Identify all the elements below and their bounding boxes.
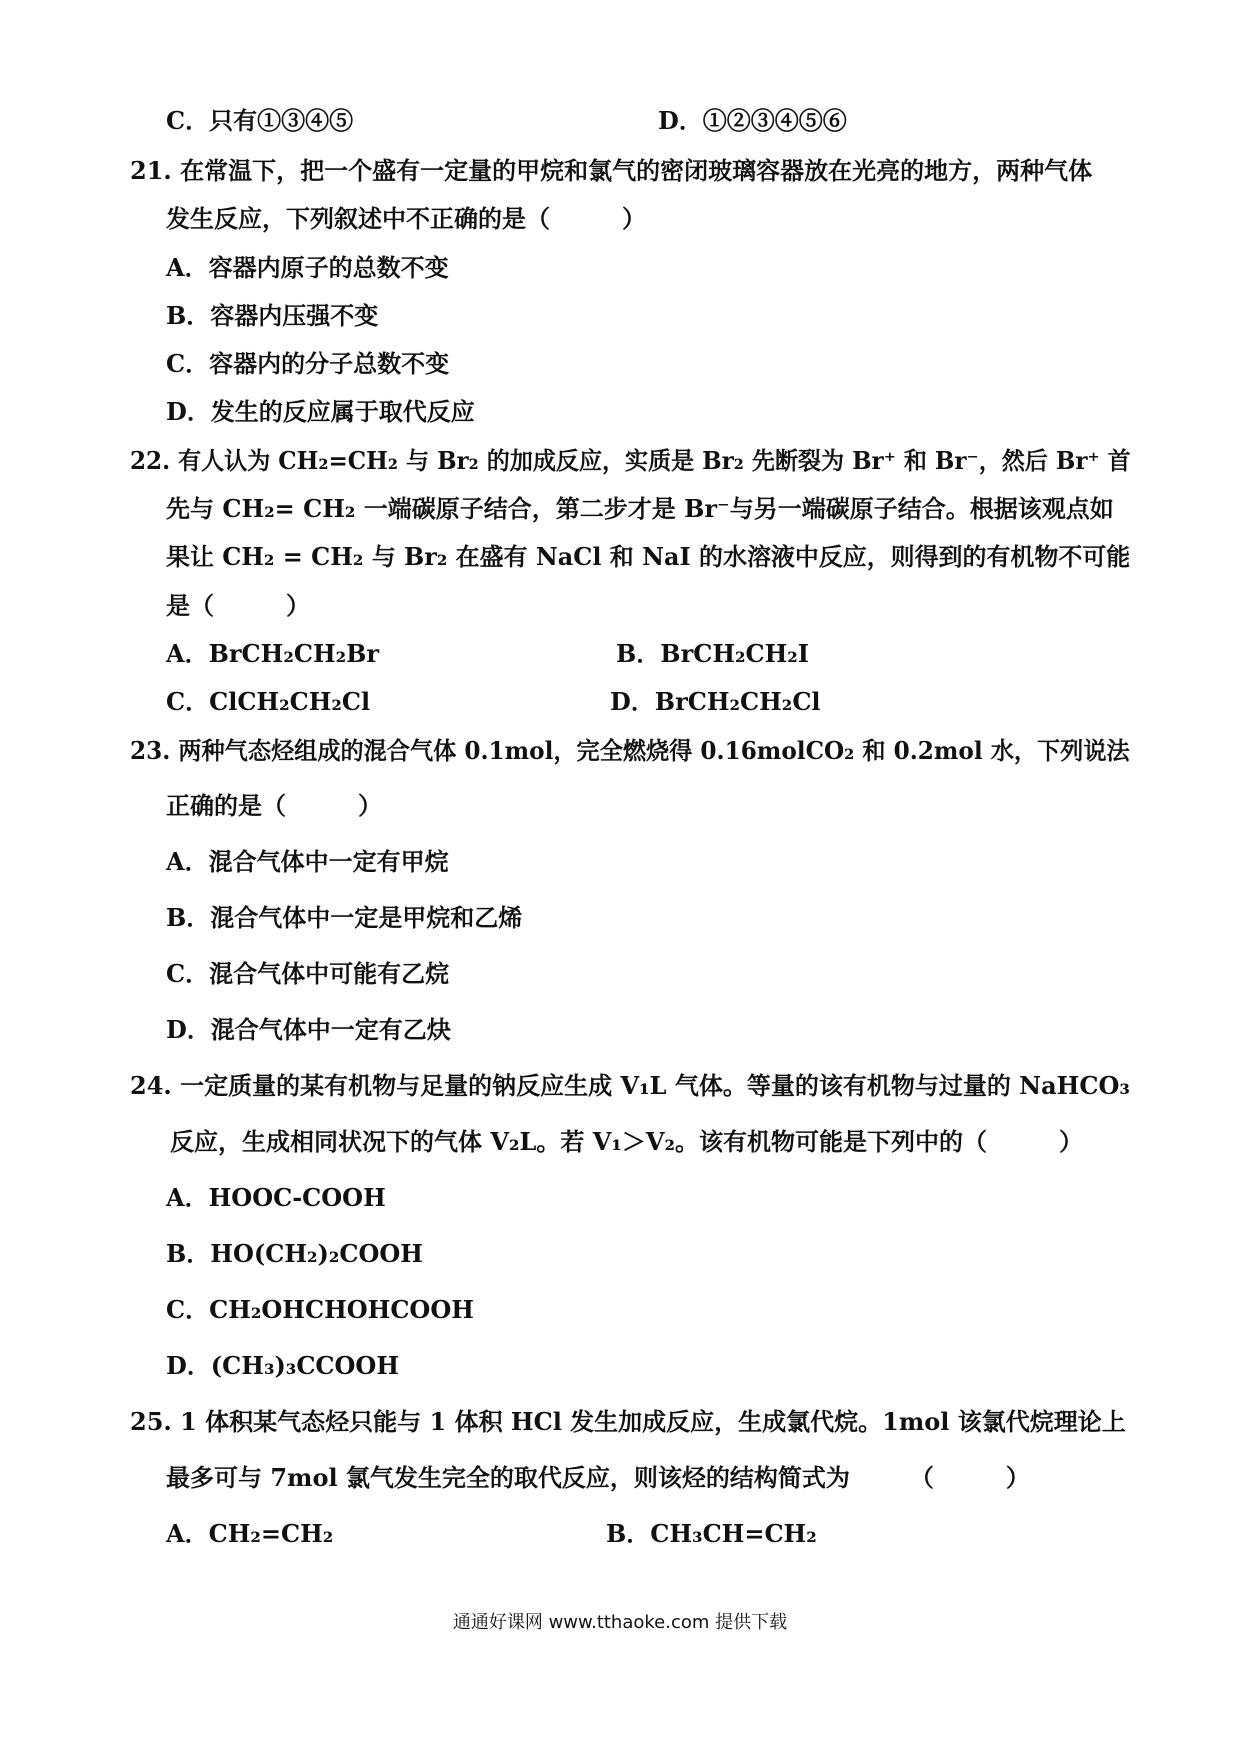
q21-option-b: B．容器内压强不变 [166,301,379,330]
q25-stem-line1: 25. 1 体积某气态烃只能与 1 体积 HCl 发生加成反应，生成氯代烷。1mol 该氯代烷理论上 [130,1407,1126,1436]
q22-stem-line4: 是（ ） [166,591,310,620]
q23-option-b: B．混合气体中一定是甲烷和乙烯 [166,903,523,932]
page-footer: 通通好课网 www.tthaoke.com 提供下载 [452,1612,788,1633]
q20-option-c: C．只有①③④⑤ [166,106,354,135]
q21-stem-line1: 21. 在常温下，把一个盛有一定量的甲烷和氯气的密闭玻璃容器放在光亮的地方，两种气体 [130,156,1093,185]
q21-option-c: C．容器内的分子总数不变 [166,349,450,378]
q22-option-b: B．BrCH₂CH₂I [616,639,810,668]
q23-stem-line2: 正确的是（ ） [166,791,382,820]
q24-stem-line2: 反应，生成相同状况下的气体 V₂L。若 V₁＞V₂。该有机物可能是下列中的（ ） [170,1127,1083,1156]
q22-stem-line3: 果让 CH₂ = CH₂ 与 Br₂ 在盛有 NaCl 和 NaI 的水溶液中反应，则得到的有机物不可能 [166,542,1131,571]
q22-option-d: D．BrCH₂CH₂Cl [610,687,821,716]
q22-option-c: C．ClCH₂CH₂Cl [166,687,371,716]
q24-option-c: C．CH₂OHCHOHCOOH [166,1295,474,1324]
q22-stem-line2: 先与 CH₂= CH₂ 一端碳原子结合，第二步才是 Br⁻与另一端碳原子结合。根据该观点如 [166,494,1114,523]
q23-option-d: D．混合气体中一定有乙炔 [166,1015,451,1044]
q22-stem-line1: 22. 有人认为 CH₂=CH₂ 与 Br₂ 的加成反应，实质是 Br₂ 先断裂为 Br⁺ 和 Br⁻，然后 Br⁺ 首 [130,446,1131,475]
q25-option-b: B．CH₃CH=CH₂ [606,1519,817,1548]
q24-option-b: B．HO(CH₂)₂COOH [166,1239,423,1268]
q24-option-d: D．(CH₃)₃CCOOH [166,1351,400,1380]
q24-stem-line1: 24. 一定质量的某有机物与足量的钠反应生成 V₁L 气体。等量的该有机物与过量的 NaHCO₃ [130,1071,1130,1100]
q23-option-a: A．混合气体中一定有甲烷 [166,847,449,876]
q20-option-d: D．①②③④⑤⑥ [658,106,847,135]
q21-stem-line2: 发生反应，下列叙述中不正确的是（ ） [166,204,646,233]
q22-option-a: A．BrCH₂CH₂Br [166,639,380,668]
q21-option-a: A．容器内原子的总数不变 [166,253,449,282]
q25-option-a: A．CH₂=CH₂ [166,1519,334,1548]
q24-option-a: A．HOOC-COOH [166,1183,386,1212]
q23-stem-line1: 23. 两种气态烃组成的混合气体 0.1mol，完全燃烧得 0.16molCO₂ 和 0.2mol 水，下列说法 [130,736,1130,765]
q23-option-c: C．混合气体中可能有乙烷 [166,959,450,988]
q21-option-d: D．发生的反应属于取代反应 [166,397,475,426]
q25-stem-line2: 最多可与 7mol 氯气发生完全的取代反应，则该烃的结构简式为 （ ） [166,1463,1030,1492]
